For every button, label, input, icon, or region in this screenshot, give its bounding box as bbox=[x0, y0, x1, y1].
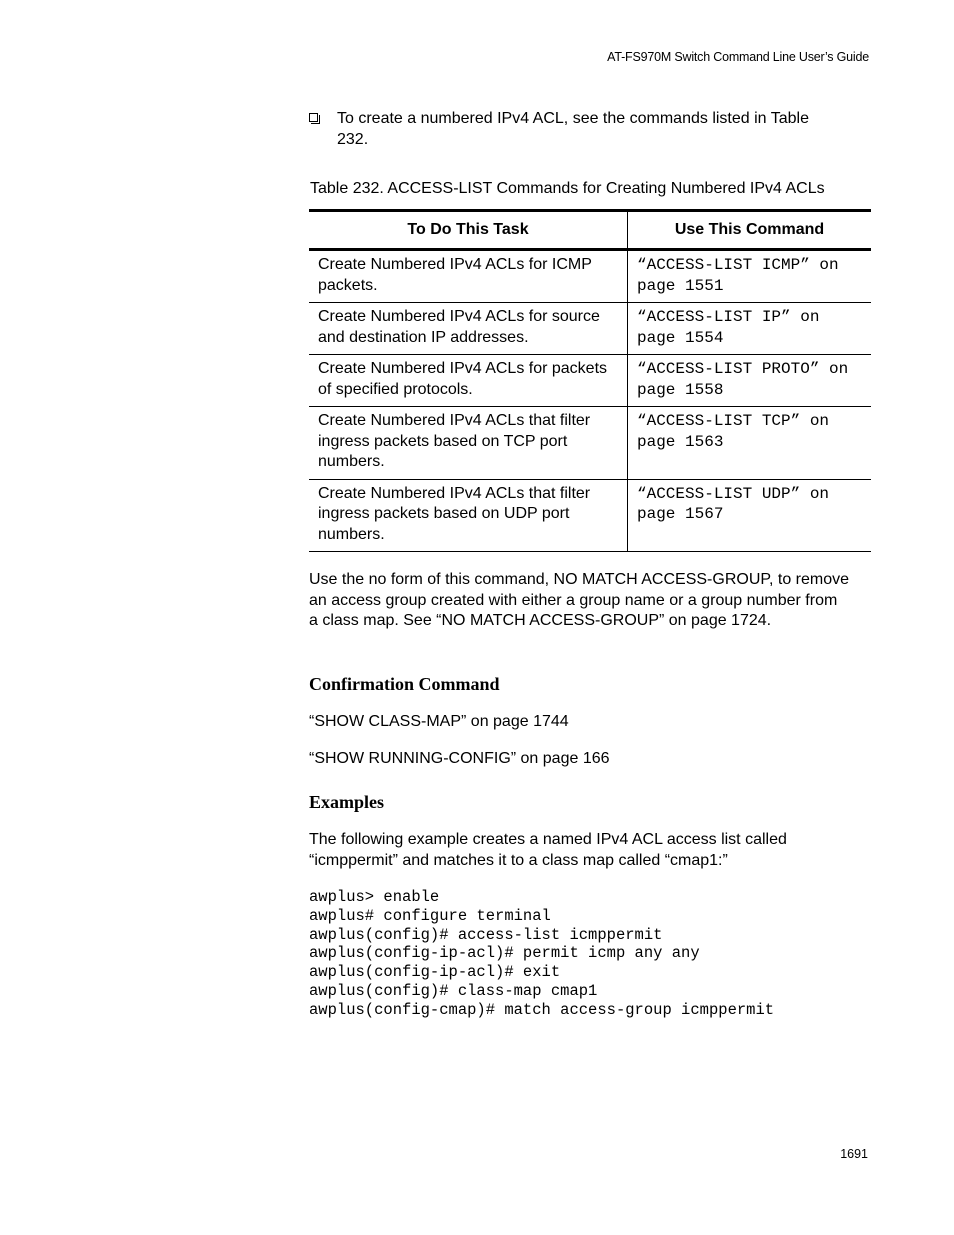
task-cell: Create Numbered IPv4 ACLs that filter ingress packets based on TCP port numbers. bbox=[309, 407, 628, 480]
code-example bbox=[309, 888, 774, 1020]
table-row bbox=[309, 479, 871, 552]
command-cell[interactable]: “ACCESS-LIST UDP” on page 1567 bbox=[628, 479, 872, 552]
table-row bbox=[309, 303, 871, 355]
confirmation-heading: Confirmation Command bbox=[309, 674, 500, 694]
task-cell: Create Numbered IPv4 ACLs for packets of specified protocols. bbox=[309, 355, 628, 407]
page-number: 1691 bbox=[840, 1147, 868, 1161]
table-row bbox=[309, 355, 871, 407]
table-row bbox=[309, 250, 871, 303]
task-cell: Create Numbered IPv4 ACLs for source and destination IP addresses. bbox=[309, 303, 628, 355]
command-cell[interactable]: “ACCESS-LIST TCP” on page 1563 bbox=[628, 407, 872, 480]
task-cell: Create Numbered IPv4 ACLs for ICMP packets. bbox=[309, 250, 628, 303]
task-cell: Create Numbered IPv4 ACLs that filter ingress packets based on UDP port numbers. bbox=[309, 479, 628, 552]
checkbox-bullet-icon bbox=[309, 113, 318, 122]
code-line: awplus(config)# access-list icmppermit bbox=[309, 925, 663, 944]
bullet-item bbox=[309, 108, 809, 150]
no-form-paragraph: Use the no form of this command, NO MATCH ACCESS-GROUP, to remove an access group created with either a group name or a group number from a class map. See “NO MATCH ACCESS-GROUP” on page 1724. bbox=[309, 571, 850, 629]
code-line: awplus(config-cmap)# match access-group icmppermit bbox=[309, 1000, 775, 1019]
examples-intro: The following example creates a named IPv4 ACL access list called “icmppermit” and matches it to a class map called “cmap1:” bbox=[309, 831, 787, 869]
confirmation-link-show-running-config[interactable]: “SHOW RUNNING-CONFIG” on page 166 bbox=[309, 750, 610, 767]
column-header-task: To Do This Task bbox=[309, 211, 628, 250]
column-header-command: Use This Command bbox=[628, 211, 872, 250]
confirmation-link-show-class-map[interactable]: “SHOW CLASS-MAP” on page 1744 bbox=[309, 713, 569, 730]
acl-commands-table bbox=[309, 209, 871, 552]
table-row bbox=[309, 407, 871, 480]
code-line: awplus# configure terminal bbox=[309, 906, 551, 925]
code-line: awplus(config)# class-map cmap1 bbox=[309, 981, 598, 1000]
command-cell[interactable]: “ACCESS-LIST IP” on page 1554 bbox=[628, 303, 872, 355]
running-header: AT-FS970M Switch Command Line User’s Guide bbox=[607, 50, 869, 64]
table-header-row bbox=[309, 211, 871, 250]
bullet-text: To create a numbered IPv4 ACL, see the commands listed in Table 232. bbox=[337, 110, 809, 148]
code-line: awplus(config-ip-acl)# exit bbox=[309, 963, 561, 982]
table-caption: Table 232. ACCESS-LIST Commands for Creating Numbered IPv4 ACLs bbox=[310, 180, 825, 197]
code-line: awplus(config-ip-acl)# permit icmp any any bbox=[309, 944, 700, 963]
examples-heading: Examples bbox=[309, 792, 385, 812]
code-line: awplus> enable bbox=[309, 888, 440, 906]
command-cell[interactable]: “ACCESS-LIST ICMP” on page 1551 bbox=[628, 250, 872, 303]
command-cell[interactable]: “ACCESS-LIST PROTO” on page 1558 bbox=[628, 355, 872, 407]
